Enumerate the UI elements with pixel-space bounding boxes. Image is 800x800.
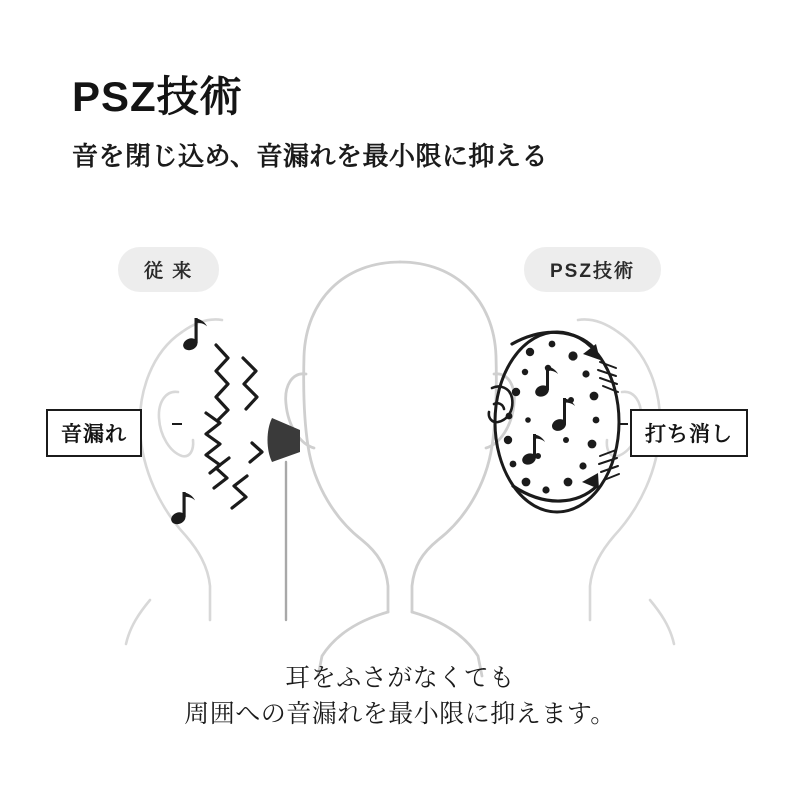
circulating-arrow-icon <box>512 332 597 501</box>
sound-leak-waves <box>206 345 262 508</box>
center-head-outline <box>286 262 515 676</box>
label-conventional: 従 来 <box>118 247 219 292</box>
label-psz: PSZ技術 <box>524 247 661 292</box>
caption-line-1: 耳をふさがなくても <box>285 664 515 692</box>
tag-cancellation: 打ち消し <box>630 409 748 457</box>
figure-caption <box>0 660 800 733</box>
caption-line-2: 周囲への音漏れを最小限に抑えます。 <box>184 700 616 729</box>
left-earphone <box>268 418 301 620</box>
page-title: PSZ技術 <box>72 73 243 120</box>
page-subtitle: 音を閉じ込め、音漏れを最小限に抑える <box>72 141 548 171</box>
tag-sound-leak: 音漏れ <box>46 409 142 457</box>
sound-dots <box>504 341 600 494</box>
music-note-icon <box>169 318 207 526</box>
left-head-outline <box>126 320 222 645</box>
cancellation-hatch-icon <box>598 362 619 480</box>
contained-music-note-icon <box>520 366 575 467</box>
